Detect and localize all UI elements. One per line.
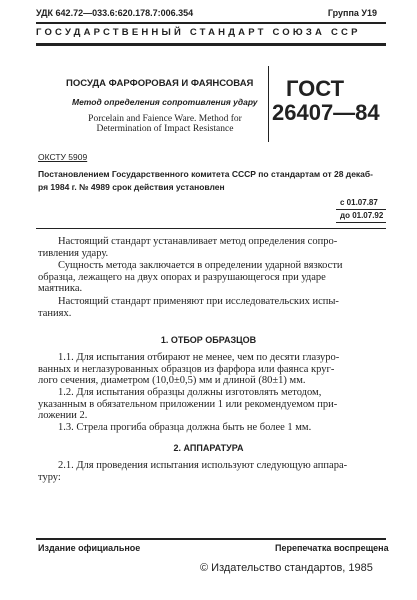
text-line: туру: <box>38 471 61 483</box>
text-line: 2.1. Для проведения испытания используют следующую аппара- <box>58 460 348 471</box>
section-1-heading: 1. ОТБОР ОБРАЗЦОВ <box>160 335 257 345</box>
text-line: Настоящий стандарт применяют при исследовательских испы- <box>58 296 339 307</box>
decree-rule <box>36 228 386 229</box>
copyright: © Издательство стандартов, 1985 <box>200 562 373 574</box>
header-rule-top <box>36 22 386 24</box>
clause-1-1 <box>38 352 382 387</box>
validity-from: с 01.07.87 <box>340 198 378 207</box>
clause-2-1 <box>38 460 382 483</box>
intro-paragraph-3 <box>38 296 382 319</box>
section-2-heading: 2. АППАРАТУРА <box>173 443 244 453</box>
udk-code: УДК 642.72—033.6:620.178.7:006.354 <box>36 8 194 18</box>
english-title <box>70 114 260 134</box>
side-stamp <box>5 450 15 590</box>
english-title-line: Determination of Impact Resistance <box>96 124 234 134</box>
text-line: 1.1. Для испытания отбирают не менее, чем по десяти глазуро- <box>58 352 340 363</box>
title-divider <box>268 66 269 142</box>
text-line: образца, лежащего на двух опорах и разрушающегося при ударе <box>38 271 326 283</box>
document-title: ПОСУДА ФАРФОРОВАЯ И ФАЯНСОВАЯ <box>66 78 254 89</box>
english-title-line: Porcelain and Faience Ware. Method for <box>88 114 242 124</box>
text-line: ложении 2. <box>38 410 88 421</box>
text-line: Сущность метода заключается в определении ударной вязкости <box>58 260 343 271</box>
header-rule-bottom <box>36 43 386 46</box>
text-line: таниях. <box>38 307 72 319</box>
text-line: ванных и неглазурованных образцов из фарфора или фаянса круг- <box>38 363 335 375</box>
validity-rule <box>336 222 386 223</box>
validity-to: до 01.07.92 <box>340 211 384 220</box>
decree-line: ря 1984 г. № 4989 срок действия установлен <box>38 182 225 192</box>
decree-line: Постановлением Государственного комитета СССР по стандартам от 28 декаб- <box>38 169 373 179</box>
official-edition: Издание официальное <box>38 543 141 553</box>
text-line: 1.2. Для испытания образцы должны изготовлять методом, <box>58 387 322 398</box>
method-subtitle: Метод определения сопротивления удару <box>72 97 258 107</box>
reprint-notice: Перепечатка воспрещена <box>275 543 389 553</box>
text-line: маятника. <box>38 283 83 294</box>
decree-text <box>38 168 378 194</box>
clause-1-2 <box>38 387 382 422</box>
clause-1-3 <box>38 422 382 434</box>
footer-rule <box>36 538 386 540</box>
text-line: указанным в обязательном приложении 1 или рекомендуемом при- <box>38 398 338 410</box>
text-line: тивления удару. <box>38 247 109 259</box>
state-standard-banner: ГОСУДАРСТВЕННЫЙ СТАНДАРТ СОЮЗА ССР <box>36 27 361 38</box>
gost-label: ГОСТ <box>286 76 345 101</box>
intro-paragraph-1 <box>38 236 382 259</box>
gost-number: 26407—84 <box>272 100 380 125</box>
text-line: 1.3. Стрела прогиба образца должна быть не более 1 мм. <box>58 422 312 433</box>
text-line: Настоящий стандарт устанавливает метод определения сопро- <box>58 236 338 247</box>
okstu-code: ОКСТУ 5909 <box>38 152 88 162</box>
group-code: Группа У19 <box>327 8 377 18</box>
intro-paragraph-2 <box>38 260 382 295</box>
text-line: лого сечения, диаметром (10,0±0,5) мм и длиной (80±1) мм. <box>38 375 306 386</box>
validity-rule <box>336 209 386 210</box>
